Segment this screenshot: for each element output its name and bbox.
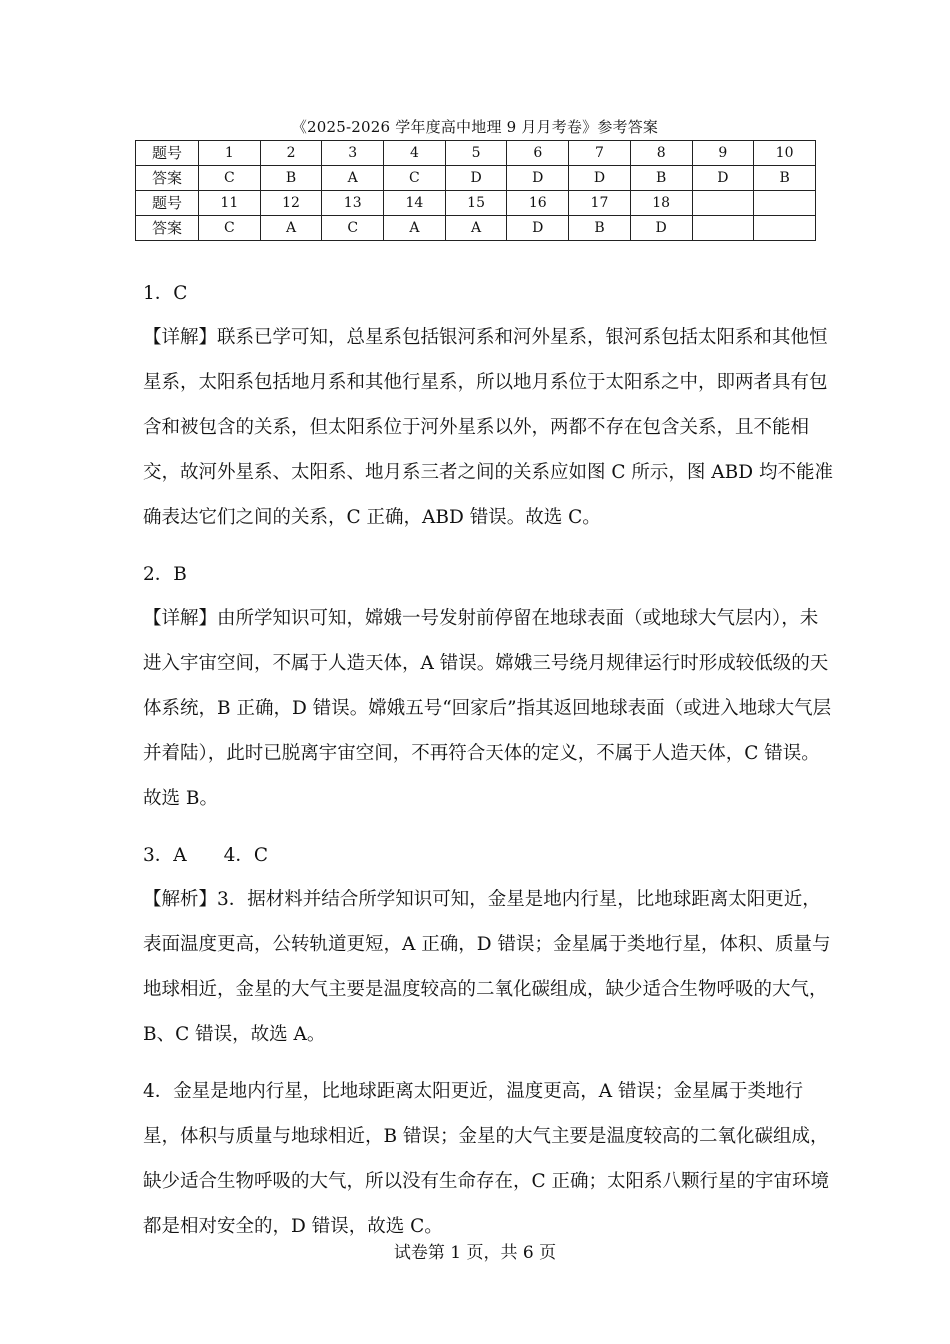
question-2-explanation: 【详解】由所学知识可知，嫦娥一号发射前停留在地球表面（或地球大气层内），未进入宇宙空间，不属于人造天体，A 错误。嫦娥三号绕月规律运行时形成较低级的天体系统，B 正确，D 错误。嫦娥五号“回家后”指其返回地球表面（或进入地球大气层并着陆），此时已脱离宇宙空间，不再符合天体的定义，不属于人造天体，C 错误。故选 B。 [143, 608, 832, 809]
table-row [136, 191, 816, 216]
answer-explanations [143, 279, 833, 1269]
table-cell: 18 [630, 191, 692, 216]
table-cell: A [445, 216, 507, 241]
table-cell: 16 [507, 191, 569, 216]
table-row [136, 216, 816, 241]
table-cell: C [384, 166, 446, 191]
row-label: 题号 [136, 191, 199, 216]
table-cell: D [692, 166, 754, 191]
table-cell [692, 216, 754, 241]
table-cell: D [507, 216, 569, 241]
table-cell: 7 [569, 141, 631, 166]
document-title: 《2025-2026 学年度高中地理 9 月月考卷》参考答案 [291, 118, 659, 136]
table-cell: A [322, 166, 384, 191]
question-2-answer: 2．B [143, 564, 187, 585]
table-cell: B [630, 166, 692, 191]
table-cell: 10 [754, 141, 816, 166]
question-4-explanation: 4．金星是地内行星，比地球距离太阳更近，温度更高，A 错误；金星属于类地行星，体积与质量与地球相近，B 错误；金星的大气主要是温度较高的二氧化碳组成，缺少适合生物呼吸的大气，所以没有生命存在，C 正确；太阳系八颗行星的宇宙环境都是相对安全的，D 错误，故选 C。 [143, 1081, 830, 1237]
question-3-explanation: 【解析】3．据材料并结合所学知识可知，金星是地内行星，比地球距离太阳更近，表面温度更高，公转轨道更短，A 正确，D 错误；金星属于类地行星，体积、质量与地球相近，金星的大气主要是温度较高的二氧化碳组成，缺少适合生物呼吸的大气，B、C 错误，故选 A。 [143, 889, 831, 1045]
question-1-answer: 1．C [143, 283, 188, 304]
row-label: 答案 [136, 216, 199, 241]
table-cell: 13 [322, 191, 384, 216]
table-cell [692, 191, 754, 216]
answer-table [135, 140, 816, 241]
table-row [136, 166, 816, 191]
page-footer: 试卷第 1 页，共 6 页 [393, 1243, 557, 1263]
table-cell: D [569, 166, 631, 191]
row-label: 答案 [136, 166, 199, 191]
question-1-explanation: 【详解】联系已学可知，总星系包括银河系和河外星系，银河系包括太阳系和其他恒星系，太阳系包括地月系和其他行星系，所以地月系位于太阳系之中，即两者具有包含和被包含的关系，但太阳系位于河外星系以外，两都不存在包含关系，且不能相交，故河外星系、太阳系、地月系三者之间的关系应如图 C 所示，图 ABD 均不能准确表达它们之间的关系，C 正确，ABD 错误。故选 C。 [143, 327, 833, 528]
table-cell [754, 191, 816, 216]
table-cell: D [630, 216, 692, 241]
table-cell: 6 [507, 141, 569, 166]
table-cell: 14 [384, 191, 446, 216]
table-cell: D [507, 166, 569, 191]
table-cell: B [260, 166, 322, 191]
table-cell: C [199, 216, 261, 241]
table-cell: 5 [445, 141, 507, 166]
table-cell: 11 [199, 191, 261, 216]
table-cell: 1 [199, 141, 261, 166]
table-cell: C [199, 166, 261, 191]
table-cell: C [322, 216, 384, 241]
table-cell: B [754, 166, 816, 191]
table-cell [754, 216, 816, 241]
table-cell: D [445, 166, 507, 191]
table-cell: A [384, 216, 446, 241]
table-cell: 4 [384, 141, 446, 166]
table-cell: 3 [322, 141, 384, 166]
table-cell: 15 [445, 191, 507, 216]
table-cell: 2 [260, 141, 322, 166]
question-3-4-answer: 3．A 4．C [143, 845, 269, 866]
table-cell: 9 [692, 141, 754, 166]
table-row [136, 141, 816, 166]
table-cell: 17 [569, 191, 631, 216]
row-label: 题号 [136, 141, 199, 166]
table-cell: B [569, 216, 631, 241]
table-cell: A [260, 216, 322, 241]
table-cell: 8 [630, 141, 692, 166]
table-cell: 12 [260, 191, 322, 216]
